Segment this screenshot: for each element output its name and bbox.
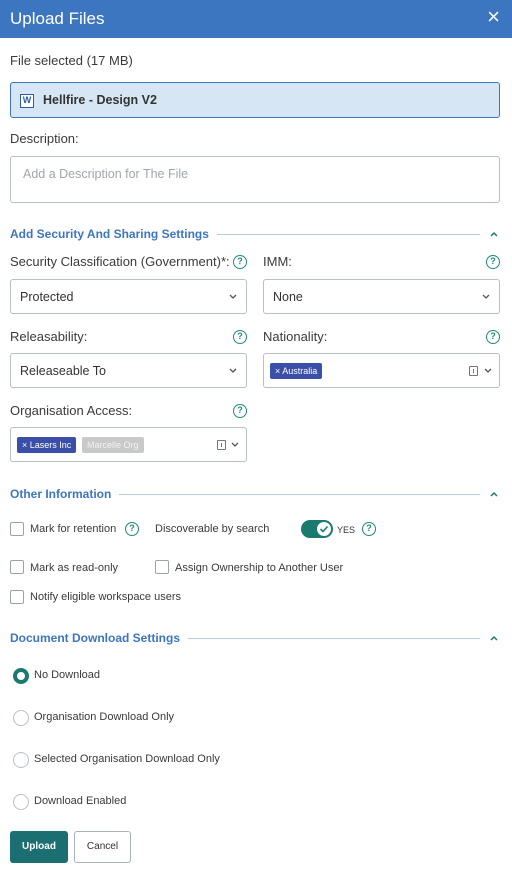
section-divider: [200, 234, 480, 235]
chevron-down-icon: [230, 440, 240, 450]
read-only-label: Mark as read-only: [30, 562, 119, 574]
releasability-value: Releaseable To: [20, 364, 106, 378]
nationality-select[interactable]: [263, 353, 500, 388]
read-only-checkbox[interactable]: [10, 560, 24, 574]
toggle-knob: [317, 522, 331, 536]
radio-label: Organisation Download Only: [34, 711, 175, 723]
radio-selected-org-download-only[interactable]: [13, 752, 29, 768]
cancel-button[interactable]: Cancel: [74, 831, 131, 863]
radio-label: Selected Organisation Download Only: [34, 753, 220, 765]
clipboard-icon[interactable]: [469, 366, 478, 376]
close-icon[interactable]: ×: [487, 4, 500, 29]
word-doc-icon: W: [20, 94, 34, 108]
org-access-select[interactable]: [10, 427, 247, 462]
section-divider: [110, 494, 480, 495]
selected-file: [10, 82, 500, 118]
radio-label: Download Enabled: [34, 795, 127, 807]
help-icon[interactable]: ?: [362, 522, 376, 536]
nationality-label: Nationality:: [263, 329, 328, 344]
section-divider: [178, 638, 480, 639]
chevron-down-icon: [228, 366, 238, 376]
imm-value: None: [273, 290, 303, 304]
assign-ownership-checkbox[interactable]: [155, 560, 169, 574]
org-tag[interactable]: [17, 437, 76, 453]
chevron-up-icon[interactable]: [489, 489, 499, 499]
tag-label: Australia: [282, 366, 318, 376]
tag-label: Lasers Inc: [29, 440, 72, 450]
discoverable-toggle[interactable]: [301, 520, 333, 538]
clipboard-icon[interactable]: [217, 440, 226, 450]
chevron-up-icon[interactable]: [489, 229, 499, 239]
radio-no-download[interactable]: [13, 668, 29, 684]
notify-checkbox[interactable]: [10, 590, 24, 604]
radio-label: No Download: [34, 669, 101, 681]
discoverable-label: Discoverable by search: [155, 523, 270, 535]
retention-checkbox[interactable]: [10, 522, 24, 536]
help-icon[interactable]: ?: [233, 330, 247, 344]
tag-label: Marcelle Org: [87, 440, 139, 450]
help-icon[interactable]: ?: [486, 330, 500, 344]
check-icon: [319, 524, 329, 534]
org-access-label: Organisation Access:: [10, 403, 133, 418]
download-section-title: Document Download Settings: [10, 631, 188, 645]
security-section-title: Add Security And Sharing Settings: [10, 227, 217, 241]
classification-select[interactable]: [10, 279, 247, 314]
chevron-down-icon: [481, 292, 491, 302]
org-tag[interactable]: [82, 437, 144, 453]
help-icon[interactable]: ?: [125, 522, 139, 536]
file-selected-text: File selected (17 MB): [10, 53, 133, 68]
help-icon[interactable]: ?: [233, 255, 247, 269]
discoverable-state: YES: [337, 525, 356, 535]
radio-download-enabled[interactable]: [13, 794, 29, 810]
releasability-label: Releasability:: [10, 329, 88, 344]
classification-value: Protected: [20, 290, 74, 304]
dialog-header: [0, 0, 512, 38]
file-name: Hellfire - Design V2: [43, 93, 157, 107]
notify-label: Notify eligible workspace users: [30, 591, 182, 603]
radio-org-download-only[interactable]: [13, 710, 29, 726]
tag-remove-icon[interactable]: ×: [22, 440, 28, 450]
upload-button[interactable]: Upload: [10, 831, 68, 863]
chevron-down-icon: [228, 292, 238, 302]
chevron-down-icon: [483, 366, 493, 376]
classification-label: Security Classification (Government)*:: [10, 254, 230, 269]
help-icon[interactable]: ?: [233, 404, 247, 418]
assign-ownership-label: Assign Ownership to Another User: [175, 562, 344, 574]
retention-label: Mark for retention: [30, 523, 117, 535]
description-field[interactable]: [10, 156, 500, 203]
dialog-title: Upload Files: [10, 9, 105, 28]
releasability-select[interactable]: [10, 353, 247, 388]
other-section-title: Other Information: [10, 487, 119, 501]
imm-label: IMM:: [263, 254, 292, 269]
chevron-up-icon[interactable]: [489, 633, 499, 643]
help-icon[interactable]: ?: [486, 255, 500, 269]
description-label: Description:: [10, 131, 79, 146]
nationality-tag[interactable]: [270, 363, 322, 379]
imm-select[interactable]: [263, 279, 500, 314]
tag-remove-icon[interactable]: ×: [275, 366, 281, 376]
